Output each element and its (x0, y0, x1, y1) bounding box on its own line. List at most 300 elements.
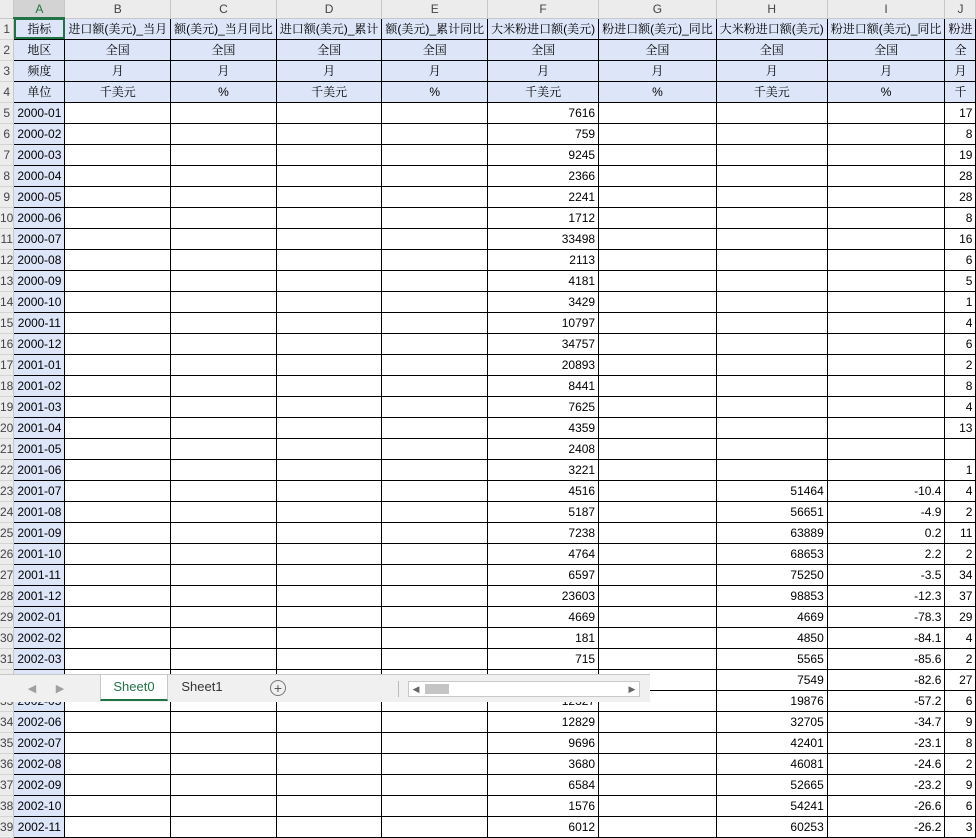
column-header-i[interactable]: I (827, 0, 945, 18)
value-cell[interactable]: 5187 (488, 501, 599, 522)
scroll-tabs-left-icon[interactable]: ◀ (27, 683, 37, 695)
row-header[interactable]: 2 (0, 39, 14, 60)
value-cell[interactable] (716, 459, 827, 480)
empty-cell[interactable] (65, 585, 171, 606)
empty-cell[interactable] (382, 270, 488, 291)
value-cell[interactable]: 6584 (488, 774, 599, 795)
header-cell[interactable]: 频度 (14, 60, 65, 81)
empty-cell[interactable] (171, 711, 277, 732)
value-cell[interactable]: 34 (945, 564, 976, 585)
empty-cell[interactable] (382, 816, 488, 837)
value-cell[interactable]: 2 (945, 543, 976, 564)
empty-cell[interactable] (599, 480, 717, 501)
header-cell[interactable]: 月 (945, 60, 976, 81)
row-header[interactable]: 12 (0, 249, 14, 270)
add-sheet-icon[interactable]: + (270, 680, 286, 696)
empty-cell[interactable] (65, 711, 171, 732)
row-header[interactable]: 16 (0, 333, 14, 354)
tab-sheet1[interactable]: Sheet1 (181, 679, 223, 694)
value-cell[interactable]: 4 (945, 396, 976, 417)
column-header-c[interactable]: C (171, 0, 277, 18)
date-cell[interactable]: 2000-04 (14, 165, 65, 186)
value-cell[interactable]: -84.1 (827, 627, 945, 648)
empty-cell[interactable] (599, 396, 717, 417)
empty-cell[interactable] (599, 627, 717, 648)
empty-cell[interactable] (65, 480, 171, 501)
value-cell[interactable]: -85.6 (827, 648, 945, 669)
value-cell[interactable]: 28 (945, 186, 976, 207)
empty-cell[interactable] (171, 207, 277, 228)
value-cell[interactable]: 4 (945, 480, 976, 501)
empty-cell[interactable] (171, 816, 277, 837)
column-header-e[interactable]: E (382, 0, 488, 18)
value-cell[interactable] (827, 312, 945, 333)
empty-cell[interactable] (276, 207, 382, 228)
empty-cell[interactable] (65, 144, 171, 165)
empty-cell[interactable] (276, 501, 382, 522)
row-header[interactable]: 17 (0, 354, 14, 375)
date-cell[interactable]: 2000-08 (14, 249, 65, 270)
value-cell[interactable] (716, 270, 827, 291)
empty-cell[interactable] (276, 564, 382, 585)
empty-cell[interactable] (65, 816, 171, 837)
header-cell[interactable]: % (827, 81, 945, 102)
value-cell[interactable]: 6012 (488, 816, 599, 837)
value-cell[interactable]: -23.2 (827, 774, 945, 795)
column-header-h[interactable]: H (716, 0, 827, 18)
empty-cell[interactable] (382, 480, 488, 501)
header-cell[interactable]: 月 (65, 60, 171, 81)
row-header[interactable]: 37 (0, 774, 14, 795)
value-cell[interactable]: 4516 (488, 480, 599, 501)
value-cell[interactable]: 33498 (488, 228, 599, 249)
value-cell[interactable] (716, 354, 827, 375)
value-cell[interactable]: 1576 (488, 795, 599, 816)
empty-cell[interactable] (599, 732, 717, 753)
value-cell[interactable] (827, 354, 945, 375)
empty-cell[interactable] (382, 123, 488, 144)
header-cell[interactable]: 地区 (14, 39, 65, 60)
empty-cell[interactable] (276, 123, 382, 144)
row-header[interactable]: 24 (0, 501, 14, 522)
empty-cell[interactable] (65, 123, 171, 144)
value-cell[interactable]: 2408 (488, 438, 599, 459)
empty-cell[interactable] (65, 438, 171, 459)
row-header[interactable]: 6 (0, 123, 14, 144)
value-cell[interactable] (716, 438, 827, 459)
empty-cell[interactable] (65, 375, 171, 396)
value-cell[interactable]: 5565 (716, 648, 827, 669)
empty-cell[interactable] (171, 291, 277, 312)
empty-cell[interactable] (276, 774, 382, 795)
date-cell[interactable]: 2001-06 (14, 459, 65, 480)
value-cell[interactable]: -24.6 (827, 753, 945, 774)
empty-cell[interactable] (599, 354, 717, 375)
empty-cell[interactable] (65, 732, 171, 753)
row-header[interactable]: 34 (0, 711, 14, 732)
empty-cell[interactable] (599, 144, 717, 165)
value-cell[interactable] (827, 438, 945, 459)
empty-cell[interactable] (382, 606, 488, 627)
column-header-f[interactable]: F (488, 0, 599, 18)
header-cell[interactable]: 进口额(美元)_当月 (65, 18, 171, 39)
empty-cell[interactable] (171, 501, 277, 522)
empty-cell[interactable] (276, 648, 382, 669)
value-cell[interactable]: 9 (945, 711, 976, 732)
value-cell[interactable]: 2.2 (827, 543, 945, 564)
header-cell[interactable]: 全国 (599, 39, 717, 60)
value-cell[interactable]: -82.6 (827, 669, 945, 690)
date-cell[interactable]: 2001-09 (14, 522, 65, 543)
empty-cell[interactable] (599, 333, 717, 354)
date-cell[interactable]: 2000-09 (14, 270, 65, 291)
value-cell[interactable]: 4850 (716, 627, 827, 648)
empty-cell[interactable] (382, 438, 488, 459)
value-cell[interactable]: 4359 (488, 417, 599, 438)
empty-cell[interactable] (276, 375, 382, 396)
empty-cell[interactable] (382, 417, 488, 438)
row-header[interactable]: 5 (0, 102, 14, 123)
date-cell[interactable]: 2001-01 (14, 354, 65, 375)
value-cell[interactable]: -3.5 (827, 564, 945, 585)
empty-cell[interactable] (171, 144, 277, 165)
header-cell[interactable]: 全国 (488, 39, 599, 60)
empty-cell[interactable] (382, 627, 488, 648)
empty-cell[interactable] (171, 753, 277, 774)
value-cell[interactable]: 8 (945, 207, 976, 228)
empty-cell[interactable] (599, 186, 717, 207)
empty-cell[interactable] (599, 585, 717, 606)
value-cell[interactable]: 10797 (488, 312, 599, 333)
empty-cell[interactable] (382, 711, 488, 732)
value-cell[interactable]: -4.9 (827, 501, 945, 522)
value-cell[interactable]: -26.6 (827, 795, 945, 816)
value-cell[interactable]: 3680 (488, 753, 599, 774)
date-cell[interactable]: 2002-08 (14, 753, 65, 774)
value-cell[interactable]: 6 (945, 690, 976, 711)
value-cell[interactable]: 715 (488, 648, 599, 669)
value-cell[interactable] (716, 291, 827, 312)
empty-cell[interactable] (599, 438, 717, 459)
header-cell[interactable]: 月 (827, 60, 945, 81)
row-header[interactable]: 1 (0, 18, 14, 39)
date-cell[interactable]: 2000-06 (14, 207, 65, 228)
empty-cell[interactable] (599, 165, 717, 186)
empty-cell[interactable] (276, 480, 382, 501)
header-cell[interactable]: 千美元 (65, 81, 171, 102)
value-cell[interactable] (827, 228, 945, 249)
empty-cell[interactable] (65, 774, 171, 795)
empty-cell[interactable] (276, 249, 382, 270)
empty-cell[interactable] (171, 606, 277, 627)
value-cell[interactable]: 2366 (488, 165, 599, 186)
empty-cell[interactable] (599, 417, 717, 438)
value-cell[interactable]: -57.2 (827, 690, 945, 711)
empty-cell[interactable] (599, 249, 717, 270)
empty-cell[interactable] (276, 102, 382, 123)
empty-cell[interactable] (171, 333, 277, 354)
select-all-corner[interactable] (0, 0, 14, 18)
empty-cell[interactable] (382, 333, 488, 354)
value-cell[interactable]: 27 (945, 669, 976, 690)
row-header[interactable]: 3 (0, 60, 14, 81)
empty-cell[interactable] (599, 459, 717, 480)
value-cell[interactable]: 29 (945, 606, 976, 627)
value-cell[interactable]: 68653 (716, 543, 827, 564)
empty-cell[interactable] (276, 585, 382, 606)
empty-cell[interactable] (276, 753, 382, 774)
empty-cell[interactable] (382, 186, 488, 207)
empty-cell[interactable] (65, 522, 171, 543)
empty-cell[interactable] (276, 606, 382, 627)
empty-cell[interactable] (382, 291, 488, 312)
date-cell[interactable]: 2002-10 (14, 795, 65, 816)
value-cell[interactable] (716, 228, 827, 249)
header-cell[interactable]: 额(美元)_当月同比 (171, 18, 277, 39)
header-cell[interactable]: 全国 (827, 39, 945, 60)
date-cell[interactable]: 2000-07 (14, 228, 65, 249)
date-cell[interactable]: 2000-03 (14, 144, 65, 165)
empty-cell[interactable] (382, 501, 488, 522)
empty-cell[interactable] (171, 585, 277, 606)
empty-cell[interactable] (65, 291, 171, 312)
empty-cell[interactable] (171, 522, 277, 543)
date-cell[interactable]: 2002-09 (14, 774, 65, 795)
header-cell[interactable]: % (599, 81, 717, 102)
scrollbar-thumb[interactable] (425, 684, 449, 694)
empty-cell[interactable] (382, 459, 488, 480)
value-cell[interactable] (827, 291, 945, 312)
empty-cell[interactable] (599, 291, 717, 312)
value-cell[interactable] (716, 333, 827, 354)
value-cell[interactable] (716, 396, 827, 417)
empty-cell[interactable] (276, 186, 382, 207)
empty-cell[interactable] (171, 249, 277, 270)
empty-cell[interactable] (382, 564, 488, 585)
empty-cell[interactable] (65, 417, 171, 438)
header-cell[interactable]: % (171, 81, 277, 102)
value-cell[interactable]: 20893 (488, 354, 599, 375)
value-cell[interactable] (716, 417, 827, 438)
value-cell[interactable] (827, 165, 945, 186)
value-cell[interactable]: 75250 (716, 564, 827, 585)
value-cell[interactable] (827, 333, 945, 354)
empty-cell[interactable] (276, 144, 382, 165)
empty-cell[interactable] (382, 144, 488, 165)
value-cell[interactable]: 6597 (488, 564, 599, 585)
empty-cell[interactable] (382, 774, 488, 795)
date-cell[interactable]: 2000-10 (14, 291, 65, 312)
header-cell[interactable]: 月 (599, 60, 717, 81)
value-cell[interactable]: 51464 (716, 480, 827, 501)
value-cell[interactable] (827, 186, 945, 207)
value-cell[interactable] (827, 459, 945, 480)
empty-cell[interactable] (171, 732, 277, 753)
empty-cell[interactable] (171, 312, 277, 333)
row-header[interactable]: 38 (0, 795, 14, 816)
row-header[interactable]: 21 (0, 438, 14, 459)
value-cell[interactable]: 759 (488, 123, 599, 144)
value-cell[interactable]: 46081 (716, 753, 827, 774)
header-cell[interactable]: 千美元 (276, 81, 382, 102)
header-cell[interactable]: 大米粉进口额(美元) (716, 18, 827, 39)
empty-cell[interactable] (65, 501, 171, 522)
header-cell[interactable]: 全 (945, 39, 976, 60)
row-header[interactable]: 7 (0, 144, 14, 165)
value-cell[interactable]: 12829 (488, 711, 599, 732)
empty-cell[interactable] (65, 795, 171, 816)
column-header-a[interactable]: A (14, 0, 65, 18)
value-cell[interactable]: 4764 (488, 543, 599, 564)
value-cell[interactable] (827, 417, 945, 438)
value-cell[interactable]: 34757 (488, 333, 599, 354)
value-cell[interactable]: 56651 (716, 501, 827, 522)
empty-cell[interactable] (171, 543, 277, 564)
empty-cell[interactable] (382, 249, 488, 270)
empty-cell[interactable] (171, 648, 277, 669)
empty-cell[interactable] (171, 438, 277, 459)
empty-cell[interactable] (599, 564, 717, 585)
date-cell[interactable]: 2001-05 (14, 438, 65, 459)
empty-cell[interactable] (276, 165, 382, 186)
column-header-g[interactable]: G (599, 0, 717, 18)
empty-cell[interactable] (171, 564, 277, 585)
empty-cell[interactable] (276, 795, 382, 816)
value-cell[interactable] (945, 438, 976, 459)
header-cell[interactable]: 千美元 (716, 81, 827, 102)
date-cell[interactable]: 2002-02 (14, 627, 65, 648)
header-cell[interactable]: 全国 (171, 39, 277, 60)
empty-cell[interactable] (276, 312, 382, 333)
value-cell[interactable] (827, 207, 945, 228)
value-cell[interactable]: 1 (945, 291, 976, 312)
empty-cell[interactable] (276, 333, 382, 354)
value-cell[interactable]: 9 (945, 774, 976, 795)
scroll-left-icon[interactable]: ◀ (412, 684, 420, 694)
date-cell[interactable]: 2002-11 (14, 816, 65, 837)
empty-cell[interactable] (382, 375, 488, 396)
empty-cell[interactable] (171, 123, 277, 144)
empty-cell[interactable] (276, 522, 382, 543)
header-cell[interactable]: 千 (945, 81, 976, 102)
header-cell[interactable]: 全国 (65, 39, 171, 60)
empty-cell[interactable] (65, 249, 171, 270)
empty-cell[interactable] (382, 207, 488, 228)
empty-cell[interactable] (276, 816, 382, 837)
empty-cell[interactable] (65, 627, 171, 648)
empty-cell[interactable] (171, 417, 277, 438)
empty-cell[interactable] (65, 102, 171, 123)
column-header-d[interactable]: D (276, 0, 382, 18)
header-cell[interactable]: 进口额(美元)_累计 (276, 18, 382, 39)
value-cell[interactable]: 6 (945, 795, 976, 816)
empty-cell[interactable] (65, 396, 171, 417)
value-cell[interactable]: 16 (945, 228, 976, 249)
header-cell[interactable]: 月 (276, 60, 382, 81)
value-cell[interactable]: 7238 (488, 522, 599, 543)
empty-cell[interactable] (382, 795, 488, 816)
empty-cell[interactable] (171, 270, 277, 291)
empty-cell[interactable] (65, 753, 171, 774)
value-cell[interactable]: 7549 (716, 669, 827, 690)
column-header-b[interactable]: B (65, 0, 171, 18)
value-cell[interactable] (716, 144, 827, 165)
date-cell[interactable]: 2001-10 (14, 543, 65, 564)
value-cell[interactable]: -23.1 (827, 732, 945, 753)
value-cell[interactable]: 3221 (488, 459, 599, 480)
value-cell[interactable]: 1 (945, 459, 976, 480)
value-cell[interactable]: 7616 (488, 102, 599, 123)
empty-cell[interactable] (599, 375, 717, 396)
value-cell[interactable]: 8 (945, 375, 976, 396)
header-cell[interactable]: 大米粉进口额(美元) (488, 18, 599, 39)
row-header[interactable]: 22 (0, 459, 14, 480)
empty-cell[interactable] (599, 543, 717, 564)
value-cell[interactable]: 17 (945, 102, 976, 123)
scroll-tabs-right-icon[interactable]: ▶ (55, 683, 65, 695)
row-header[interactable]: 13 (0, 270, 14, 291)
row-header[interactable]: 15 (0, 312, 14, 333)
empty-cell[interactable] (65, 606, 171, 627)
empty-cell[interactable] (382, 102, 488, 123)
column-header-j[interactable]: J (945, 0, 976, 18)
row-header[interactable]: 35 (0, 732, 14, 753)
empty-cell[interactable] (276, 438, 382, 459)
date-cell[interactable]: 2000-11 (14, 312, 65, 333)
value-cell[interactable] (827, 102, 945, 123)
empty-cell[interactable] (599, 228, 717, 249)
header-cell[interactable]: 全国 (382, 39, 488, 60)
empty-cell[interactable] (276, 711, 382, 732)
row-header[interactable]: 10 (0, 207, 14, 228)
date-cell[interactable]: 2001-11 (14, 564, 65, 585)
date-cell[interactable]: 2002-06 (14, 711, 65, 732)
empty-cell[interactable] (382, 732, 488, 753)
empty-cell[interactable] (65, 228, 171, 249)
value-cell[interactable]: 2 (945, 648, 976, 669)
value-cell[interactable]: 52665 (716, 774, 827, 795)
row-header[interactable]: 20 (0, 417, 14, 438)
empty-cell[interactable] (65, 207, 171, 228)
value-cell[interactable] (827, 396, 945, 417)
value-cell[interactable]: 11 (945, 522, 976, 543)
empty-cell[interactable] (171, 186, 277, 207)
row-header[interactable]: 28 (0, 585, 14, 606)
empty-cell[interactable] (599, 312, 717, 333)
empty-cell[interactable] (171, 774, 277, 795)
value-cell[interactable]: 8441 (488, 375, 599, 396)
empty-cell[interactable] (599, 648, 717, 669)
empty-cell[interactable] (599, 795, 717, 816)
value-cell[interactable]: -78.3 (827, 606, 945, 627)
empty-cell[interactable] (65, 186, 171, 207)
empty-cell[interactable] (171, 228, 277, 249)
value-cell[interactable]: 1712 (488, 207, 599, 228)
value-cell[interactable] (827, 375, 945, 396)
empty-cell[interactable] (382, 753, 488, 774)
value-cell[interactable]: 2 (945, 753, 976, 774)
value-cell[interactable]: 60253 (716, 816, 827, 837)
date-cell[interactable]: 2001-12 (14, 585, 65, 606)
row-header[interactable]: 26 (0, 543, 14, 564)
value-cell[interactable]: 2 (945, 354, 976, 375)
row-header[interactable]: 31 (0, 648, 14, 669)
row-header[interactable]: 9 (0, 186, 14, 207)
empty-cell[interactable] (599, 102, 717, 123)
value-cell[interactable] (716, 165, 827, 186)
header-cell[interactable]: % (382, 81, 488, 102)
value-cell[interactable] (716, 249, 827, 270)
